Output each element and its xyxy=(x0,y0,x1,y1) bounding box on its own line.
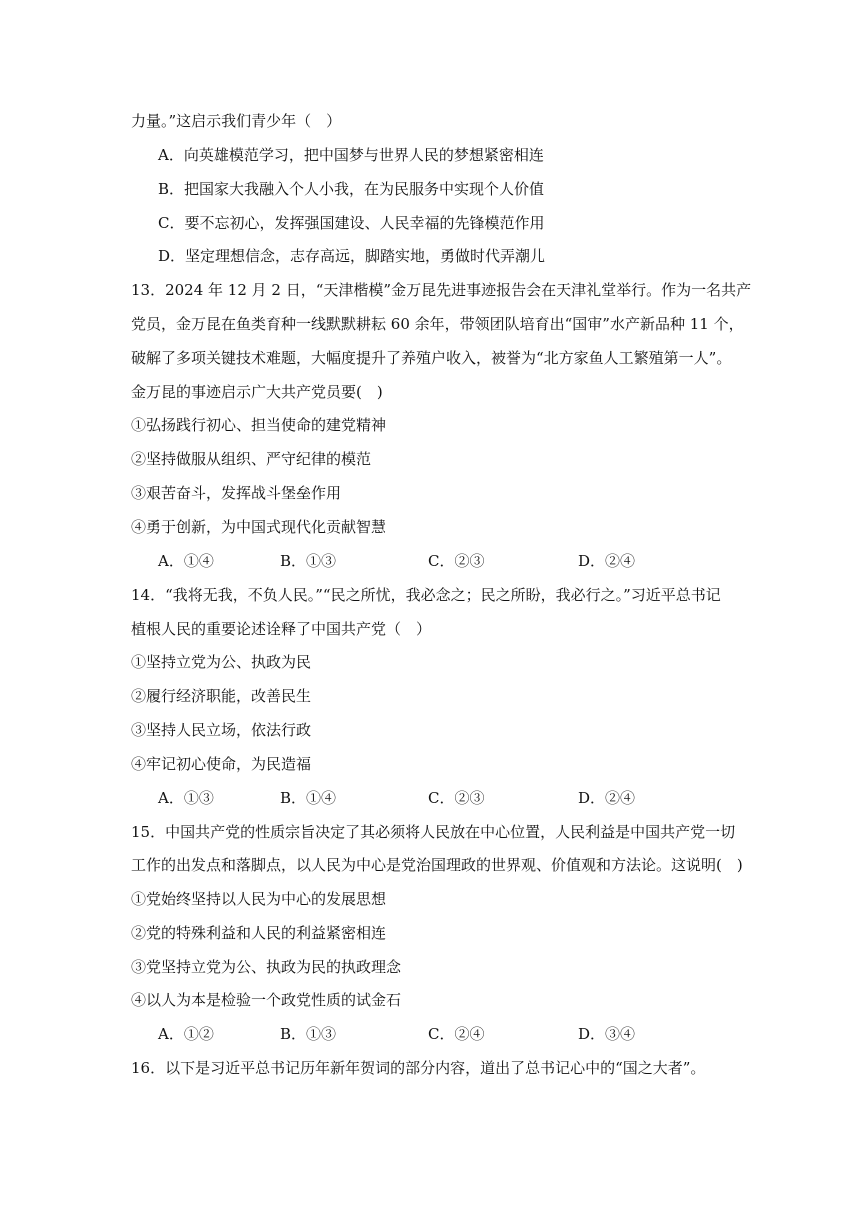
q13-option-c: C．②③ xyxy=(428,552,485,570)
q13-options xyxy=(158,551,718,571)
q15-option-a: A．①② xyxy=(158,1025,214,1043)
q13-stem-line-4: 金万昆的事迹启示广大共产党员要( ) xyxy=(131,383,383,401)
q14-stem-line-2: 植根人民的重要论述诠释了中国共产党（ ） xyxy=(131,620,432,638)
q14-statement-4: ④牢记初心使命，为民造福 xyxy=(131,755,312,773)
q12-option-c: C．要不忘初心，发挥强国建设、人民幸福的先锋模范作用 xyxy=(158,214,545,232)
q14-option-a: A．①③ xyxy=(158,789,214,807)
q15-statement-1: ①党始终坚持以人民为中心的发展思想 xyxy=(131,890,387,908)
q12-stem-tail: 力量。”这启示我们青少年（ ） xyxy=(131,112,342,130)
q14-options xyxy=(158,788,718,808)
q15-statement-4: ④以人为本是检验一个政党性质的试金石 xyxy=(131,991,402,1009)
q13-option-a: A．①④ xyxy=(158,552,214,570)
q13-stem-line-1: 13．2024 年 12 月 2 日，“天津楷模”金万昆先进事迹报告会在天津礼堂举行。作为一名共产 xyxy=(131,281,752,299)
q13-statement-3: ③艰苦奋斗，发挥战斗堡垒作用 xyxy=(131,484,342,502)
q15-stem-line-2: 工作的出发点和落脚点，以人民为中心是党治国理政的世界观、价值观和方法论。这说明( ) xyxy=(131,856,743,874)
q15-stem-line-1: 15．中国共产党的性质宗旨决定了其必须将人民放在中心位置，人民利益是中国共产党一切 xyxy=(131,823,736,841)
q12-option-d: D．坚定理想信念，志存高远，脚踏实地，勇做时代弄潮儿 xyxy=(158,247,546,265)
q14-option-b: B．①④ xyxy=(280,789,337,807)
q15-options xyxy=(158,1024,718,1044)
q14-option-c: C．②③ xyxy=(428,789,485,807)
q15-statement-2: ②党的特殊利益和人民的利益紧密相连 xyxy=(131,924,387,942)
q14-option-d: D．②④ xyxy=(578,789,636,807)
q14-statement-2: ②履行经济职能，改善民生 xyxy=(131,687,312,705)
q13-stem-line-2: 党员，金万昆在鱼类育种一线默默耕耘 60 余年，带领团队培育出“国审”水产新品种 11 个， xyxy=(131,315,744,333)
q14-statement-3: ③坚持人民立场，依法行政 xyxy=(131,721,312,739)
q13-option-b: B．①③ xyxy=(280,552,337,570)
q13-statement-2: ②坚持做服从组织、严守纪律的模范 xyxy=(131,450,372,468)
q14-statement-1: ①坚持立党为公、执政为民 xyxy=(131,653,312,671)
q12-option-b: B．把国家大我融入个人小我，在为民服务中实现个人价值 xyxy=(158,180,545,198)
q16-stem-line-1: 16．以下是习近平总书记历年新年贺词的部分内容，道出了总书记心中的“国之大者”。 xyxy=(131,1059,706,1077)
q15-option-c: C．②④ xyxy=(428,1025,485,1043)
q13-statement-4: ④勇于创新，为中国式现代化贡献智慧 xyxy=(131,518,387,536)
q14-stem-line-1: 14．“我将无我，不负人民。”“民之所忧，我必念之；民之所盼，我必行之。”习近平总书记 xyxy=(131,586,721,604)
q15-statement-3: ③党坚持立党为公、执政为民的执政理念 xyxy=(131,958,402,976)
q12-option-a: A．向英雄模范学习，把中国梦与世界人民的梦想紧密相连 xyxy=(158,146,544,164)
q13-option-d: D．②④ xyxy=(578,552,636,570)
q13-stem-line-3: 破解了多项关键技术难题，大幅度提升了养殖户收入，被誉为“北方家鱼人工繁殖第一人”。 xyxy=(131,349,732,367)
q15-option-b: B．①③ xyxy=(280,1025,337,1043)
q13-statement-1: ①弘扬践行初心、担当使命的建党精神 xyxy=(131,416,387,434)
q15-option-d: D．③④ xyxy=(578,1025,636,1043)
